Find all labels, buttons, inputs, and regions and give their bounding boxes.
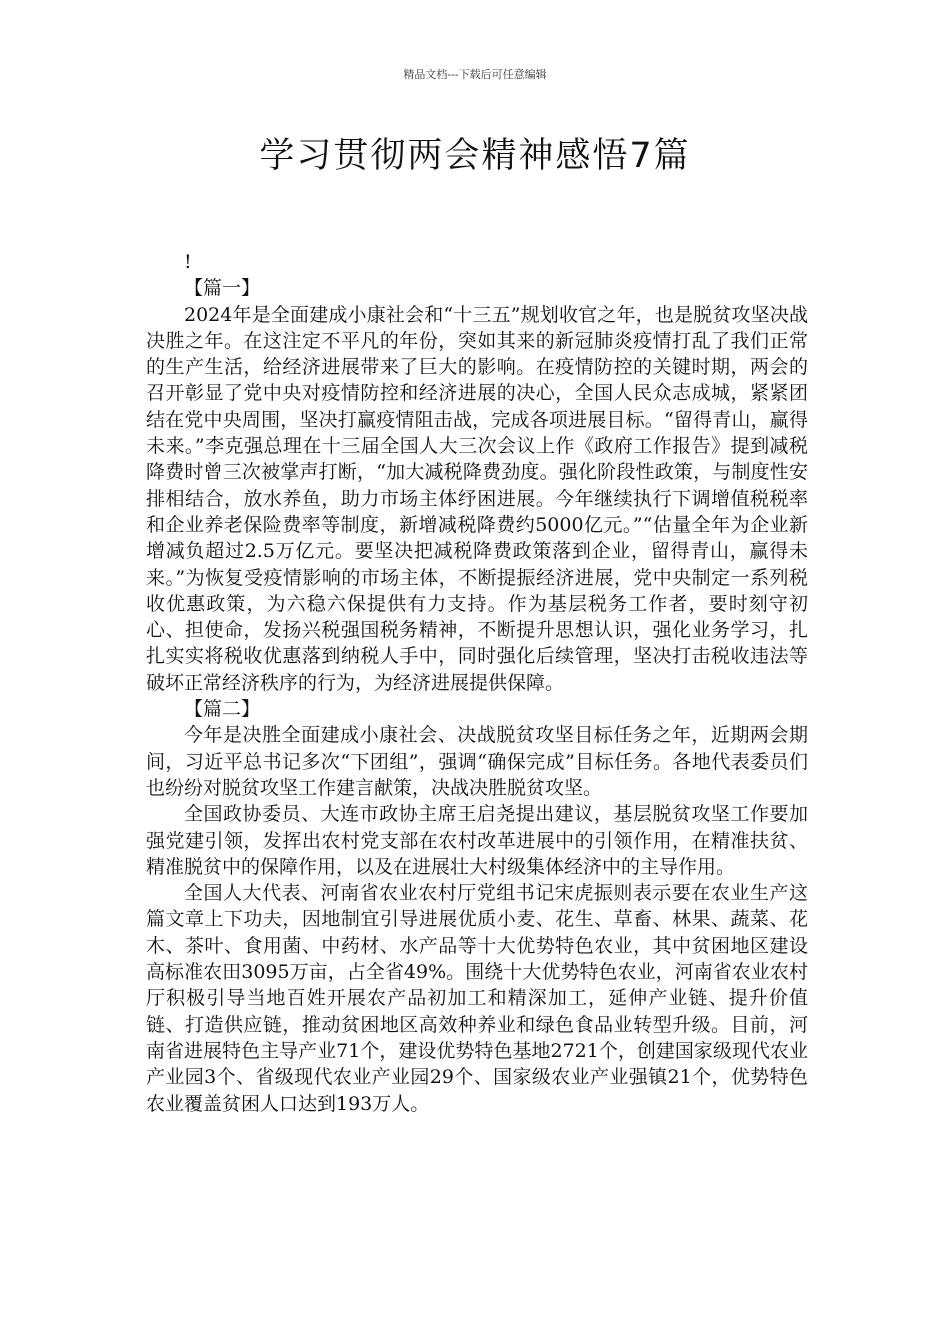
section-heading-2: 【篇二】: [184, 698, 261, 721]
section-heading-1: 【篇一】: [184, 277, 261, 300]
header-note: 精品文档---下载后可任意编辑: [403, 68, 547, 81]
body-paragraph: 全国人大代表、河南省农业农村厅党组书记宋虎振则表示要在农业生产这篇文章上下功夫，因地制宜引导进展优质小麦、花生、草畜、林果、蔬菜、花木、茶叶、食用菌、中药材、水产品等十大优势特色农业，其中贫困地区建设高标准农田3095万亩，占全省49%。围绕十大优势特色农业，河南省农业农村厅积极引导当地百姓开展农产品初加工和精深加工，延伸产业链、提升价值链、打造供应链，推动贫困地区高效种养业和绿色食品业转型升级。目前，河南省进展特色主导产业71个，建设优势特色基地2721个，创建国家级现代农业产业园3个、省级现代农业产业园29个、国家级农业产业强镇21个，优势特色农业覆盖贫困人口达到193万人。: [146, 882, 808, 1115]
body-paragraph: 今年是决胜全面建成小康社会、决战脱贫攻坚目标任务之年，近期两会期间，习近平总书记多次“下团组”，强调“确保完成”目标任务。各地代表委员们也纷纷对脱贫攻坚工作建言献策，决战决胜脱贫攻坚。: [146, 724, 808, 799]
body-paragraph: 2024年是全面建成小康社会和“十三五”规划收官之年，也是脱贫攻坚决战决胜之年。在这注定不平凡的年份，突如其来的新冠肺炎疫情打乱了我们正常的生产生活，给经济进展带来了巨大的影响。在疫情防控的关键时期，两会的召开彰显了党中央对疫情防控和经济进展的决心，全国人民众志成城，紧紧团结在党中央周围，坚决打赢疫情阻击战，完成各项进展目标。“留得青山，赢得未来。”李克强总理在十三届全国人大三次会议上作《政府工作报告》提到减税降费时曾三次被掌声打断，“加大减税降费劲度。强化阶段性政策，与制度性安排相结合，放水养鱼，助力市场主体纾困进展。今年继续执行下调增值税税率和企业养老保险费率等制度，新增减税降费约5000亿元。”“估量全年为企业新增减负超过2.5万亿元。要坚决把减税降费政策落到企业，留得青山，赢得未来。”为恢复受疫情影响的市场主体，不断提振经济进展，党中央制定一系列税收优惠政策，为六稳六保提供有力支持。作为基层税务工作者，要时刻守初心、担使命，发扬兴税强国税务精神，不断提升思想认识，强化业务学习，扎扎实实将税收优惠落到纳税人手中，同时强化后续管理，坚决打击税收违法等破坏正常经济秩序的行为，为经济进展提供保障。: [146, 303, 808, 694]
document-body: [146, 249, 808, 1117]
document-title: 学习贯彻两会精神感悟7篇: [259, 136, 691, 176]
body-paragraph: 全国政协委员、大连市政协主席王启尧提出建议，基层脱贫攻坚工作要加强党建引领，发挥出农村党支部在农村改革进展中的引领作用，在精准扶贫、精准脱贫中的保障作用，以及在进展壮大村级集体经济中的主导作用。: [146, 803, 808, 878]
stray-mark: !: [184, 251, 192, 273]
